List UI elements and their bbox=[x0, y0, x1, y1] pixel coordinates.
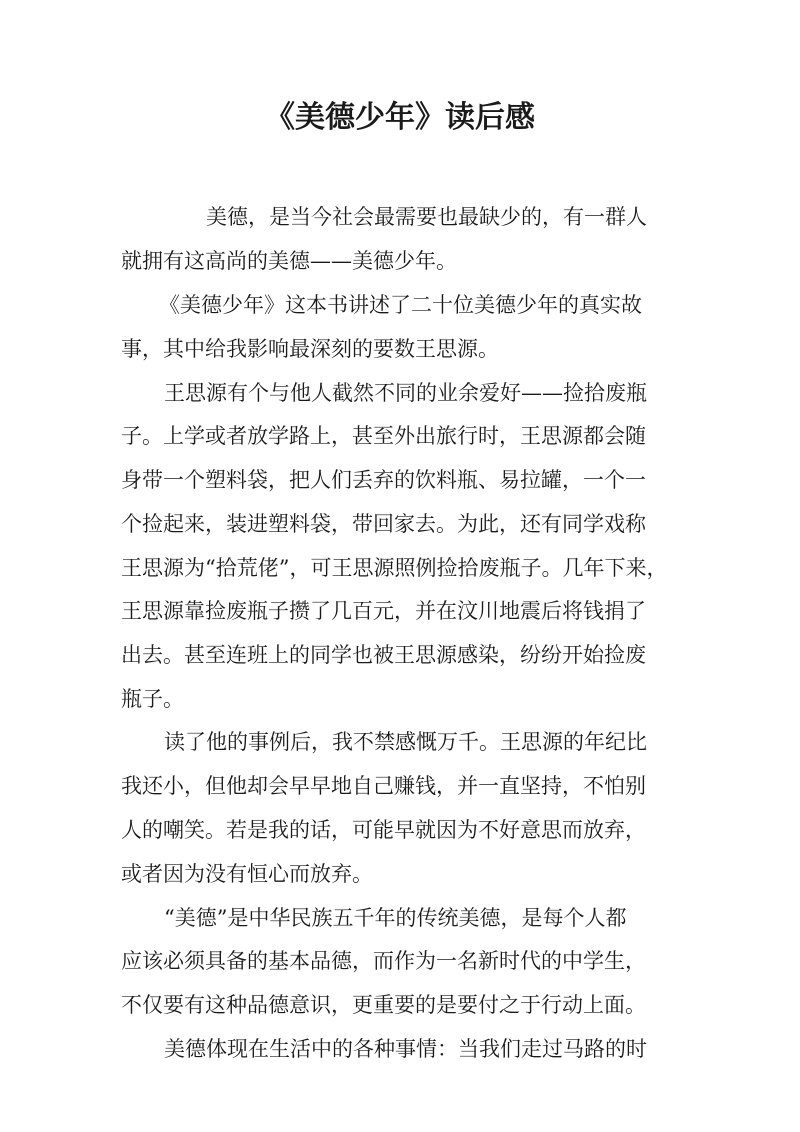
text-line-12 bbox=[0, 677, 800, 721]
text-line-6 bbox=[0, 414, 800, 458]
text-line-19 bbox=[0, 983, 800, 1027]
text-line-4-text: 事，其中给我影响最深刻的要数王思源。 bbox=[121, 337, 499, 361]
text-line-12-text: 瓶子。 bbox=[121, 687, 184, 711]
text-line-1-text: 美德，是当今社会最需要也最缺少的，有一群人 bbox=[206, 205, 647, 229]
page-title: 《美德少年》读后感 bbox=[265, 100, 535, 135]
text-line-18-text: 应该必须具备的基本品德，而作为一名新时代的中学生， bbox=[121, 949, 646, 973]
text-line-3 bbox=[0, 283, 800, 327]
text-line-10-text: 王思源靠捡废瓶子攒了几百元，并在汶川地震后将钱捐了 bbox=[121, 599, 646, 623]
text-line-20 bbox=[0, 1027, 800, 1071]
text-line-5-text: 王思源有个与他人截然不同的业余爱好——捡拾废瓶 bbox=[164, 381, 647, 405]
text-line-7 bbox=[0, 458, 800, 502]
text-line-16-text: 或者因为没有恒心而放弃。 bbox=[121, 862, 373, 886]
text-line-19-text: 不仅要有这种品德意识，更重要的是要付之于行动上面。 bbox=[121, 993, 646, 1017]
text-line-7-text: 身带一个塑料袋，把人们丢弃的饮料瓶、易拉罐，一个一 bbox=[121, 468, 646, 492]
text-line-8-text: 个捡起来，装进塑料袋，带回家去。为此，还有同学戏称 bbox=[121, 512, 646, 536]
text-line-1 bbox=[0, 195, 800, 239]
text-line-14-text: 我还小，但他却会早早地自己赚钱，并一直坚持，不怕别 bbox=[121, 774, 646, 798]
text-line-8 bbox=[0, 502, 800, 546]
text-line-13-text: 读了他的事例后，我不禁感慨万千。王思源的年纪比 bbox=[164, 730, 647, 754]
text-line-14 bbox=[0, 764, 800, 808]
text-line-2-text: 就拥有这高尚的美德——美德少年。 bbox=[121, 249, 457, 273]
text-line-3-text: 《美德少年》这本书讲述了二十位美德少年的真实故 bbox=[159, 293, 642, 317]
text-line-13 bbox=[0, 720, 800, 764]
text-line-11-text: 出去。甚至连班上的同学也被王思源感染，纷纷开始捡废 bbox=[121, 643, 646, 667]
text-line-2 bbox=[0, 239, 800, 283]
text-line-5 bbox=[0, 371, 800, 415]
text-line-4 bbox=[0, 327, 800, 371]
text-line-6-text: 子。上学或者放学路上，甚至外出旅行时，王思源都会随 bbox=[121, 424, 646, 448]
text-line-15 bbox=[0, 808, 800, 852]
text-line-17 bbox=[0, 896, 800, 940]
text-line-10 bbox=[0, 589, 800, 633]
text-line-9 bbox=[0, 546, 800, 590]
text-line-15-text: 人的嘲笑。若是我的话，可能早就因为不好意思而放弃， bbox=[121, 818, 646, 842]
text-line-17-text: “美德”是中华民族五千年的传统美德，是每个人都 bbox=[164, 906, 627, 930]
text-line-9-text: 王思源为“拾荒佬”，可王思源照例捡拾废瓶子。几年下来， bbox=[121, 556, 668, 580]
text-line-16 bbox=[0, 852, 800, 896]
text-line-11 bbox=[0, 633, 800, 677]
text-line-18 bbox=[0, 939, 800, 983]
text-line-20-text: 美德体现在生活中的各种事情：当我们走过马路的时 bbox=[164, 1037, 647, 1061]
